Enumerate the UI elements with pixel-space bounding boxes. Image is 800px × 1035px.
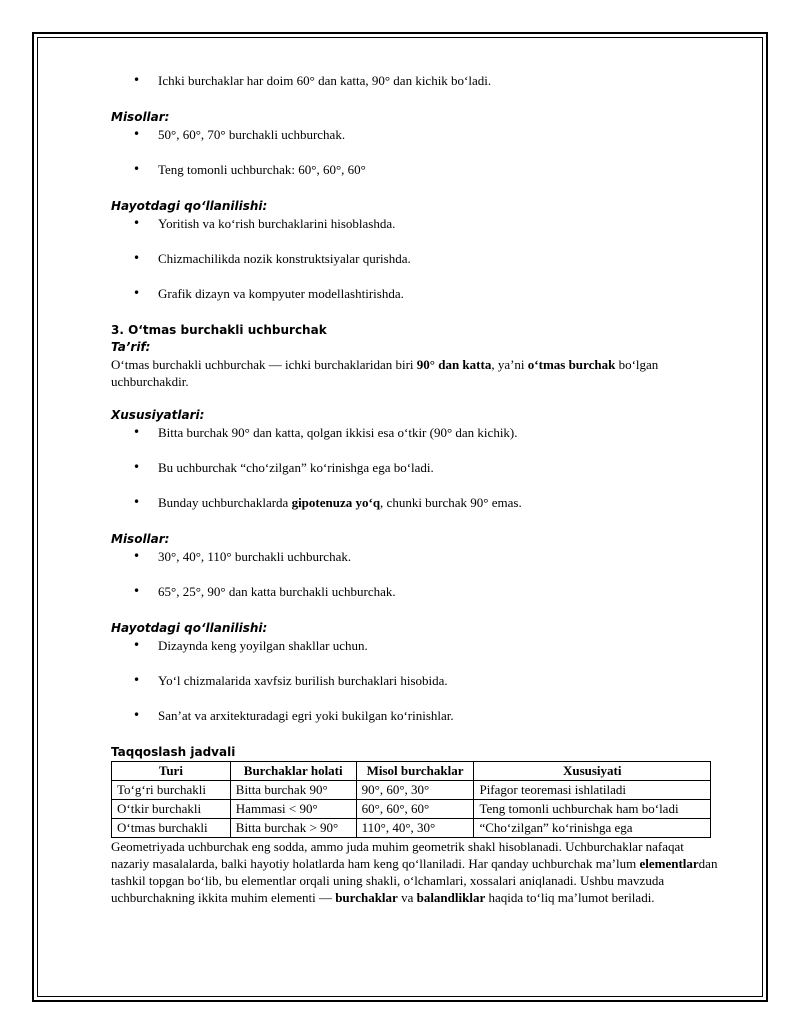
intro-bullet-list (111, 72, 721, 89)
table-cell: Pifagor teoremasi ishlatiladi (474, 781, 711, 800)
closing-paragraph: Geometriyada uchburchak eng sodda, ammo juda muhim geometrik shakl hisoblanadi. Uchburchaklar nafaqat nazariy masalalarda, balki hayotiy holatlarda ham keng qo‘llaniladi. Har qanday uchburchak ma’lum elementlardan tashkil topgan bo‘lib, bu elementlar orqali uning shakli, o‘lchamlari, xossalari aniqlanadi. Ushbu mavzuda uchburchakning ikkita muhim elementi — burchaklar va balandliklar haqida to‘liq ma’lumot beriladi. (111, 839, 718, 905)
document-body (111, 72, 721, 906)
acute-examples-list (111, 126, 721, 178)
list-item: • Chizmachilikda nozik konstruktsiyalar qurishda. (111, 250, 721, 267)
list-item: • 65°, 25°, 90° dan katta burchakli uchburchak. (111, 583, 721, 600)
table-header-cell: Turi (112, 762, 231, 781)
acute-examples-heading: Misollar: (111, 110, 170, 124)
definition-heading: Ta’rif: (111, 340, 151, 354)
definition-paragraph: O‘tmas burchakli uchburchak — ichki burchaklaridan biri 90° dan katta, ya’ni o‘tmas burchak bo‘lgan uchburchakdir. (111, 357, 659, 389)
table-row (112, 819, 711, 838)
table-header-row (112, 762, 711, 781)
table-cell: “Cho‘zilgan” ko‘rinishga ega (474, 819, 711, 838)
properties-heading: Xususiyatlari: (111, 408, 205, 422)
table-row (112, 781, 711, 800)
obtuse-uses-heading: Hayotdagi qo‘llanilishi: (111, 621, 268, 635)
properties-list (111, 424, 721, 511)
obtuse-examples-heading: Misollar: (111, 532, 170, 546)
list-item: • Bu uchburchak “cho‘zilgan” ko‘rinishga ega bo‘ladi. (111, 459, 721, 476)
section-title: 3. O‘tmas burchakli uchburchak (111, 323, 327, 337)
acute-uses-list (111, 215, 721, 302)
table-cell: Teng tomonli uchburchak ham bo‘ladi (474, 800, 711, 819)
obtuse-uses-list (111, 637, 721, 724)
obtuse-examples-list (111, 548, 721, 600)
list-item: • Ichki burchaklar har doim 60° dan katta, 90° dan kichik bo‘ladi. (111, 72, 721, 89)
table-cell: 110°, 40°, 30° (356, 819, 474, 838)
table-header-cell: Xususiyati (474, 762, 711, 781)
list-item: • Yoritish va ko‘rish burchaklarini hisoblashda. (111, 215, 721, 232)
table-cell: Bitta burchak > 90° (230, 819, 356, 838)
table-title: Taqqoslash jadvali (111, 745, 236, 759)
list-item: • 50°, 60°, 70° burchakli uchburchak. (111, 126, 721, 143)
table-cell: 90°, 60°, 30° (356, 781, 474, 800)
table-header-cell: Misol burchaklar (356, 762, 474, 781)
table-cell: Bitta burchak 90° (230, 781, 356, 800)
list-item: • Grafik dizayn va kompyuter modellashtirishda. (111, 285, 721, 302)
list-item: • Yo‘l chizmalarida xavfsiz burilish burchaklari hisobida. (111, 672, 721, 689)
list-item: • Bitta burchak 90° dan katta, qolgan ikkisi esa o‘tkir (90° dan kichik). (111, 424, 721, 441)
table-cell: To‘g‘ri burchakli (112, 781, 231, 800)
table-cell: Hammasi < 90° (230, 800, 356, 819)
list-item: • 30°, 40°, 110° burchakli uchburchak. (111, 548, 721, 565)
list-item: • San’at va arxitekturadagi egri yoki bukilgan ko‘rinishlar. (111, 707, 721, 724)
table-cell: 60°, 60°, 60° (356, 800, 474, 819)
comparison-table (111, 761, 711, 838)
table-cell: O‘tmas burchakli (112, 819, 231, 838)
list-item: • Dizaynda keng yoyilgan shakllar uchun. (111, 637, 721, 654)
list-item: • Teng tomonli uchburchak: 60°, 60°, 60° (111, 161, 721, 178)
acute-uses-heading: Hayotdagi qo‘llanilishi: (111, 199, 268, 213)
list-item: • Bunday uchburchaklarda gipotenuza yo‘q, chunki burchak 90° emas. (111, 494, 721, 511)
table-header-cell: Burchaklar holati (230, 762, 356, 781)
table-cell: O‘tkir burchakli (112, 800, 231, 819)
table-row (112, 800, 711, 819)
